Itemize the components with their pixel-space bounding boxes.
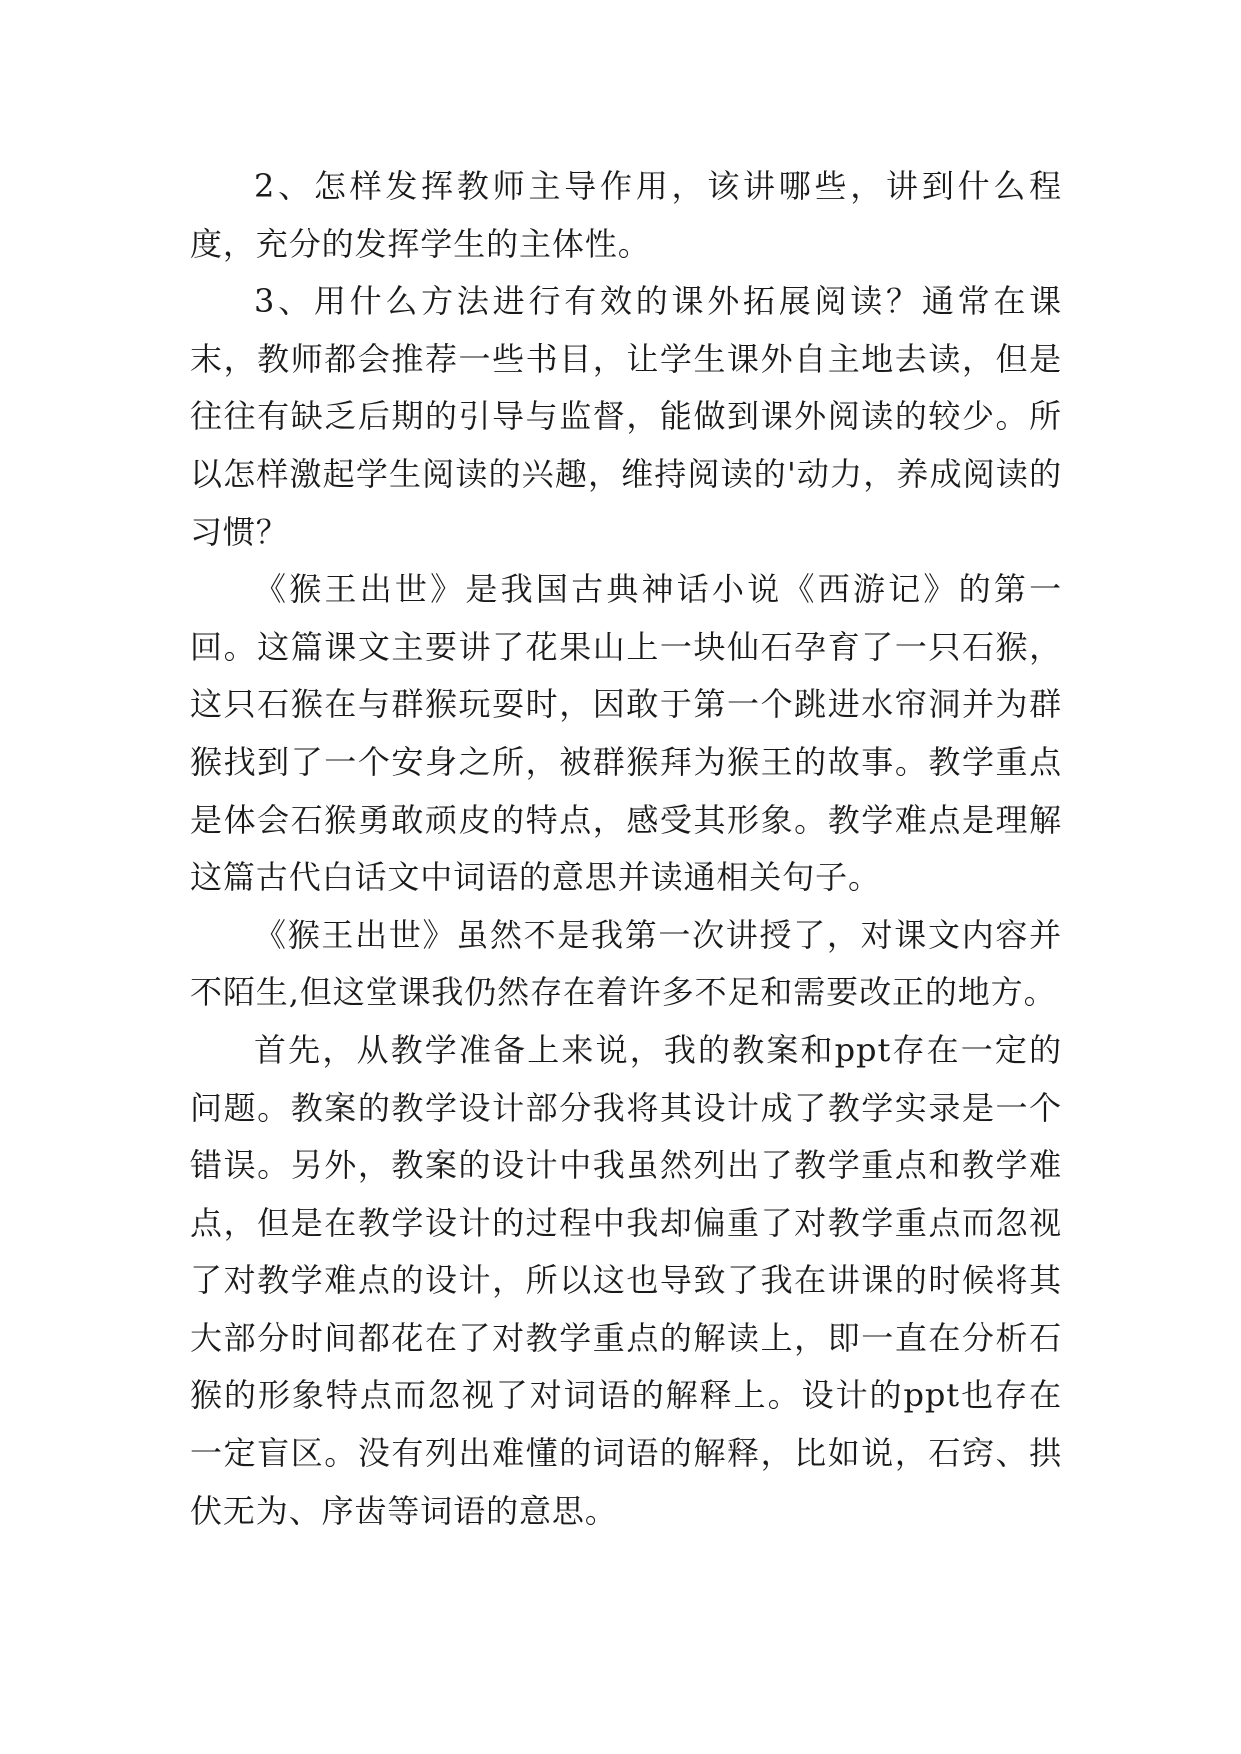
document-body — [190, 158, 1062, 1540]
paragraph-reflection-intro: 《猴王出世》虽然不是我第一次讲授了，对课文内容并不陌生,但这堂课我仍然存在着许多不足和需要改正的地方。 — [190, 915, 1062, 1012]
paragraph-extracurricular-reading: 3、用什么方法进行有效的课外拓展阅读？通常在课末，教师都会推荐一些书目，让学生课外自主地去读，但是往往有缺乏后期的引导与监督，能做到课外阅读的较少。所以怎样激起学生阅读的兴趣，维持阅读的'动力，养成阅读的习惯？ — [190, 282, 1062, 551]
paragraph-lesson-summary: 《猴王出世》是我国古典神话小说《西游记》的第一回。这篇课文主要讲了花果山上一块仙石孕育了一只石猴，这只石猴在与群猴玩耍时，因敢于第一个跳进水帘洞并为群猴找到了一个安身之所，被群猴拜为猴王的故事。教学重点是体会石猴勇敢顽皮的特点，感受其形象。教学难点是理解这篇古代白话文中词语的意思并读通相关句子。 — [190, 570, 1062, 897]
paragraph-preparation-issues: 首先，从教学准备上来说，我的教案和ppt存在一定的问题。教案的教学设计部分我将其设计成了教学实录是一个错误。另外，教案的设计中我虽然列出了教学重点和教学难点，但是在教学设计的过程中我却偏重了对教学重点而忽视了对教学难点的设计，所以这也导致了我在讲课的时候将其大部分时间都花在了对教学重点的解读上，即一直在分析石猴的形象特点而忽视了对词语的解释上。设计的ppt也存在一定盲区。没有列出难懂的词语的解释，比如说，石窍、拱伏无为、序齿等词语的意思。 — [190, 1030, 1062, 1530]
paragraph-teacher-role: 2、怎样发挥教师主导作用，该讲哪些，讲到什么程度，充分的发挥学生的主体性。 — [190, 167, 1062, 263]
